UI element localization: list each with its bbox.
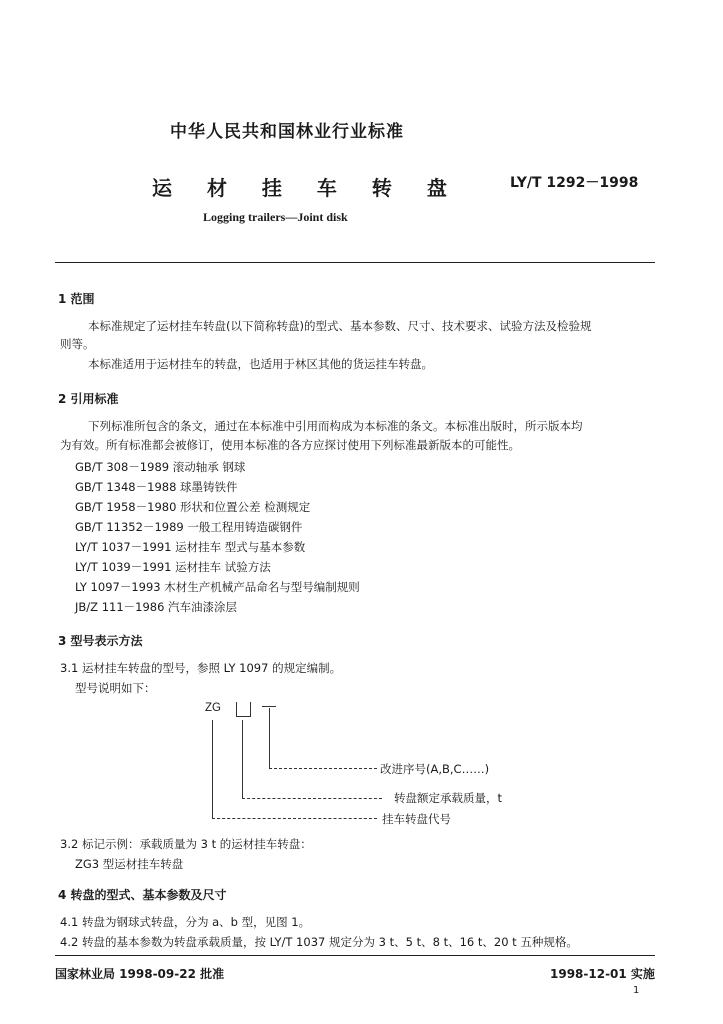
standard-code: LY/T 1292－1998 [510, 175, 639, 191]
section-1-para-1-cont: 则等。 [60, 337, 95, 351]
diagram-label-3: 挂车转盘代号 [382, 812, 451, 826]
section-2-para-1: 下列标准所包含的条文，通过在本标准中引用而构成为本标准的条文。本标准出版时，所示版本均 [88, 419, 583, 433]
diagram-label-2: 转盘额定承载质量，t [394, 791, 503, 805]
header-rule [55, 262, 655, 263]
standard-org: 中华人民共和国林业行业标准 [170, 122, 404, 142]
implementation-date: 1998-12-01 实施 [550, 967, 655, 981]
diagram-vline-2 [242, 720, 243, 798]
section-1-para-1: 本标准规定了运材挂车转盘(以下简称转盘)的型式、基本参数、尺寸、技术要求、试验方法及检验规 [88, 319, 592, 333]
diagram-box [236, 702, 251, 717]
reference-item: GB/T 1348－1988 球墨铸铁件 [75, 480, 238, 494]
clause-4-1: 4.1 转盘为钢球式转盘，分为 a、b 型，见图 1。 [60, 915, 311, 929]
clause-3-1: 3.1 运材挂车转盘的型号，参照 LY 1097 的规定编制。 [60, 661, 342, 675]
diagram-prefix: ZG [205, 702, 221, 714]
clause-4-2: 4.2 转盘的基本参数为转盘承载质量，按 LY/T 1037 规定分为 3 t、5 t、8 t、16 t、20 t 五种规格。 [60, 935, 578, 949]
section-2-heading: 2 引用标准 [58, 392, 119, 406]
reference-item: JB/Z 111－1986 汽车油漆涂层 [75, 600, 238, 614]
footer-rule [55, 955, 655, 956]
english-title: Logging trailers—Joint disk [203, 210, 348, 224]
section-2-para-1-cont: 为有效。所有标准都会被修订，使用本标准的各方应探讨使用下列标准最新版本的可能性。 [60, 438, 520, 452]
diagram-hline-1 [269, 768, 377, 769]
reference-item: LY 1097－1993 木材生产机械产品命名与型号编制规则 [75, 580, 360, 594]
diagram-tick [262, 706, 276, 707]
reference-item: LY/T 1039－1991 运材挂车 试验方法 [75, 560, 271, 574]
clause-3-2-cont: ZG3 型运材挂车转盘 [75, 857, 184, 871]
reference-item: GB/T 308－1989 滚动轴承 钢球 [75, 460, 246, 474]
diagram-label-1: 改进序号(A,B,C……) [380, 762, 490, 776]
section-1-para-2: 本标准适用于运材挂车的转盘，也适用于林区其他的货运挂车转盘。 [88, 357, 433, 371]
section-4-heading: 4 转盘的型式、基本参数及尺寸 [58, 888, 227, 902]
clause-3-1-cont: 型号说明如下： [75, 681, 156, 695]
page-number: 1 [633, 985, 640, 996]
diagram-hline-3 [212, 818, 377, 819]
approval-date: 国家林业局 1998-09-22 批准 [55, 967, 225, 981]
diagram-hline-2 [242, 798, 382, 799]
section-1-heading: 1 范围 [58, 292, 95, 306]
section-3-heading: 3 型号表示方法 [58, 634, 143, 648]
diagram-vline-3 [269, 708, 270, 768]
reference-item: GB/T 1958－1980 形状和位置公差 检测规定 [75, 500, 311, 514]
standard-title: 运 材 挂 车 转 盘 [152, 176, 461, 200]
diagram-vline-1 [212, 720, 213, 818]
clause-3-2: 3.2 标记示例：承载质量为 3 t 的运材挂车转盘： [60, 837, 312, 851]
reference-item: GB/T 11352－1989 一般工程用铸造碳钢件 [75, 520, 303, 534]
reference-item: LY/T 1037－1991 运材挂车 型式与基本参数 [75, 540, 306, 554]
